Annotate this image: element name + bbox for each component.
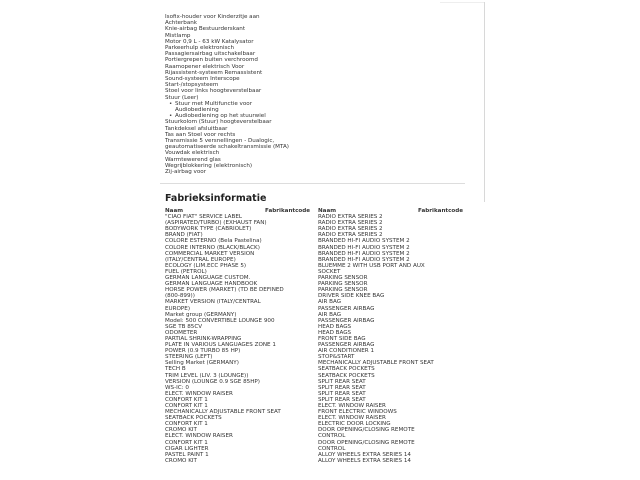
table-row: POWER (0.9 TURBO 85 HP) bbox=[165, 348, 241, 355]
table-row: CIGAR LIGHTER bbox=[165, 445, 209, 452]
table-row: RADIO EXTRA SERIES 2 bbox=[318, 232, 383, 239]
table-row: Selling Market (GERMANY) bbox=[165, 360, 239, 367]
table-row: STEERING (LEFT) bbox=[165, 354, 213, 361]
option-item: Start-/stopsysteem bbox=[165, 82, 219, 89]
option-item: • Stuur met Multifunctie voor Audiobediening bbox=[165, 101, 365, 113]
table-row: SPLIT REAR SEAT bbox=[318, 390, 366, 397]
table-row: HORSE POWER (MARKET) (TD BE DEFINED (800-899)) bbox=[165, 287, 284, 300]
table-row: "CIAO FIAT" SERVICE LABEL bbox=[165, 214, 242, 221]
col-name-header: Naam bbox=[318, 208, 337, 214]
table-row: FRONT ELECTRIC WINDOWS bbox=[318, 409, 397, 416]
table-row: DOOR OPENING/CLOSING REMOTE CONTROL bbox=[318, 439, 415, 452]
table-row: PASSENGER AIRBAG bbox=[318, 342, 375, 349]
table-row: PASTEL PAINT 1 bbox=[165, 451, 209, 458]
table-row: RADIO EXTRA SERIES 2 bbox=[318, 214, 383, 221]
option-item: Rijassistent-systeem Remassistent bbox=[165, 69, 263, 76]
option-item: Tas aan Stoel voor rechts bbox=[165, 131, 236, 138]
table-row: ALLOY WHEELS EXTRA SERIES 14 bbox=[318, 457, 411, 464]
table-row: PARTIAL SHRINK-WRAPPING bbox=[165, 335, 242, 342]
table-row: BLUEMME 2 WITH USB PORT AND AUX SOCKET bbox=[318, 262, 425, 275]
table-row: BRANDED HI-FI AUDIO SYSTEM 2 bbox=[318, 244, 410, 251]
option-item: Transmissie 5 versnellingen - Dualogic, geautomatiseerde schakeltransmissie (MTA) bbox=[165, 138, 289, 151]
table-row: DOOR OPENING/CLOSING REMOTE CONTROL bbox=[318, 427, 415, 440]
table-row: ALLOY WHEELS EXTRA SERIES 14 bbox=[318, 451, 411, 458]
table-row: CONFORT KIT 1 bbox=[165, 396, 208, 403]
table-row: AIR CONDITIONER 1 bbox=[318, 348, 375, 355]
table-row: CONFORT KIT 1 bbox=[165, 421, 208, 428]
table-row: ODOMETER bbox=[165, 329, 198, 336]
table-row: GERMAN LANGUAGE CUSTOM. bbox=[165, 275, 251, 282]
table-row: RADIO EXTRA SERIES 2 bbox=[318, 220, 383, 227]
table-row: PLATE IN VARIOUS LANGUAGES ZONE 1 bbox=[165, 342, 276, 349]
option-item: Warmtewerend glas bbox=[165, 156, 221, 163]
table-row: SEATBACK POCKETS bbox=[318, 366, 375, 373]
table-row: BRANDED HI-FI AUDIO SYSTEM 2 bbox=[318, 256, 410, 263]
table-row: TRIM LEVEL (LIV. 3 (LOUNGE)) bbox=[165, 372, 249, 379]
table-row: Market group (GERMANY) bbox=[165, 311, 237, 318]
table-row: ELECT. WINDOW RAISER bbox=[165, 390, 233, 397]
option-item: Raamopener elektrisch Voor bbox=[165, 63, 245, 70]
table-row: SEATBACK POCKETS bbox=[318, 372, 375, 379]
table-row: (ASPIRATED/TURBO) (EXHAUST FAN) bbox=[165, 220, 267, 227]
table-row: ELECT. WINDOW RAISER bbox=[318, 415, 386, 422]
table-row: MARKET VERSION (ITALY/CENTRAL EUROPE) bbox=[165, 299, 261, 312]
table-row: CONFORT KIT 1 bbox=[165, 403, 208, 409]
col-name-header: Naam bbox=[165, 208, 184, 214]
table-row: GERMAN LANGUAGE HANDBOOK bbox=[165, 281, 258, 288]
factory-table-left bbox=[165, 208, 313, 464]
table-row: PARKING SENSOR bbox=[318, 275, 368, 282]
option-item: Motor 0,9 L - 63 kW Katalysator bbox=[165, 38, 254, 45]
table-row: CROMO KIT bbox=[165, 457, 197, 464]
option-item: Zij-airbag voor bbox=[165, 169, 207, 176]
table-row: BRANDED HI-FI AUDIO SYSTEM 2 bbox=[318, 238, 410, 245]
table-row: CONFORT KIT 1 bbox=[165, 439, 208, 446]
page-border-right bbox=[484, 2, 485, 202]
table-row: ECOLOGY (LIM.ECC PHASE 5) bbox=[165, 262, 247, 269]
table-row: VERSION (LOUNGE 0.9 SGE 85HP) bbox=[165, 378, 260, 385]
table-row: PARKING SENSOR bbox=[318, 281, 368, 288]
table-row: FUEL (PETROL) bbox=[165, 268, 207, 275]
table-row: BODYWORK TYPE (CABRIOLET) bbox=[165, 226, 252, 233]
option-item: Stuurkolom (Stuur) hoogteverstelbaar bbox=[165, 119, 272, 126]
option-item: • Audiobediening op het stuurwiel bbox=[165, 113, 365, 119]
option-item: Wegrijblokkering (elektronisch) bbox=[165, 162, 253, 169]
table-row: DRIVER SIDE KNEE BAG bbox=[318, 293, 385, 300]
table-row: COLORE INTERNO (BLACK/BLACK) bbox=[165, 244, 260, 251]
table-row: SPLIT REAR SEAT bbox=[318, 378, 366, 385]
col-code-header: Fabrikantcode bbox=[418, 208, 464, 214]
option-item: Parkeerhulp elektronisch bbox=[165, 45, 235, 52]
table-row: HEAD BAGS bbox=[318, 323, 352, 330]
page-border-top bbox=[440, 2, 484, 3]
option-item: Passagiersairbag uitschakelbaar bbox=[165, 51, 256, 58]
option-item: Isofix-houder voor Kinderzitje aan Achterbank bbox=[165, 14, 260, 27]
table-row: SEATBACK POCKETS bbox=[165, 415, 222, 422]
table-row: MECHANICALLY ADJUSTABLE FRONT SEAT bbox=[318, 360, 434, 367]
option-item: Tankdeksel afsluitbaar bbox=[165, 125, 228, 132]
option-item: Knie-airbag Bestuurderskant bbox=[165, 26, 246, 33]
table-row: PASSENGER AIRBAG bbox=[318, 317, 375, 324]
section-title: Fabrieksinformatie bbox=[165, 193, 267, 204]
option-item: Vouwdak elektrisch bbox=[165, 150, 220, 157]
factory-table-right bbox=[318, 208, 466, 464]
table-row: AIR BAG bbox=[318, 299, 342, 306]
divider bbox=[160, 183, 465, 184]
option-item: Portiergrepen buiten verchroomd bbox=[165, 57, 258, 64]
table-row: TECH B bbox=[165, 366, 186, 373]
table-row: PASSENGER AIRBAG bbox=[318, 305, 375, 312]
table-row: ELECT. WINDOW RAISER bbox=[165, 433, 233, 440]
table-row: ELECTRIC DOOR LOCKING bbox=[318, 421, 391, 428]
table-row: PARKING SENSOR bbox=[318, 287, 368, 294]
table-row: HEAD BAGS bbox=[318, 329, 352, 336]
option-item: Stoel voor links hoogteverstelbaar bbox=[165, 88, 262, 95]
table-row: SPLIT REAR SEAT bbox=[318, 396, 366, 403]
table-row: SPLIT REAR SEAT bbox=[318, 384, 366, 391]
table-row: ELECT. WINDOW RAISER bbox=[318, 403, 386, 409]
table-row: AIR BAG bbox=[318, 311, 342, 318]
col-code-header: Fabrikantcode bbox=[265, 208, 311, 214]
table-row: BRANDED HI-FI AUDIO SYSTEM 2 bbox=[318, 250, 410, 257]
option-item: Sound-systeem Interscope bbox=[165, 76, 240, 83]
table-row: BRAND (FIAT) bbox=[165, 232, 203, 239]
table-row: COMMERCIAL MARKET VERSION (ITALY/CENTRAL EUROPE) bbox=[165, 250, 255, 263]
options-list bbox=[165, 14, 365, 175]
table-row: SGE TB 85CV bbox=[165, 323, 203, 330]
table-row: COLORE ESTERNO (Bela Pastelina) bbox=[165, 238, 262, 245]
option-item: Stuur (Leer) bbox=[165, 94, 199, 101]
table-row: STOP&START bbox=[318, 354, 355, 361]
table-row: RADIO EXTRA SERIES 2 bbox=[318, 226, 383, 233]
table-row: MECHANICALLY ADJUSTABLE FRONT SEAT bbox=[165, 409, 281, 416]
option-item: Mistlamp bbox=[165, 32, 191, 39]
table-row: CROMO KIT bbox=[165, 427, 197, 434]
table-row: WS-IC: 0 bbox=[165, 384, 189, 391]
table-row: Model: 500 CONVERTIBLE LOUNGE 900 bbox=[165, 317, 275, 324]
table-row: FRONT SIDE BAG bbox=[318, 335, 366, 342]
